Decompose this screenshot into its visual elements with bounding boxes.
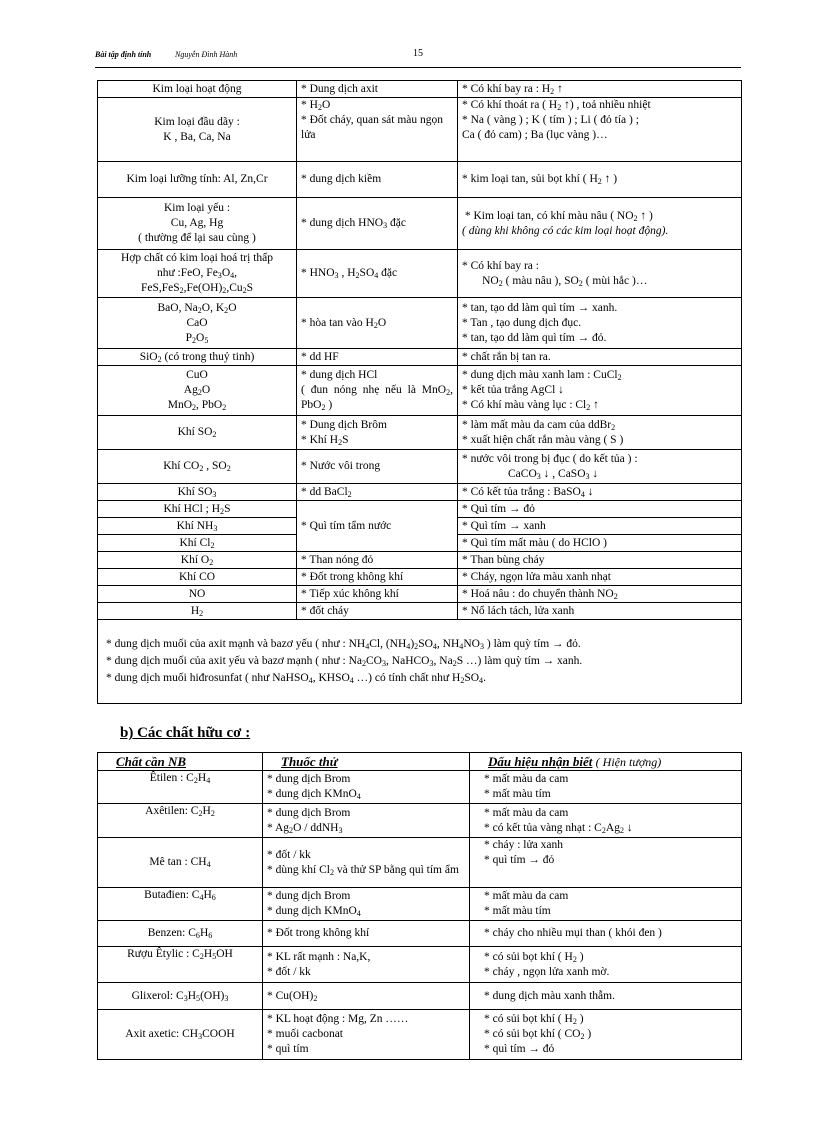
reagent-cell: * Nước vôi trong <box>297 450 458 484</box>
sign-cell: * Hoá nâu : do chuyển thành $NO_2$ <box>458 586 742 603</box>
reagent-cell: * dd BaCl$_2$ <box>297 484 458 501</box>
reagent-cell: * dung dịch Brom * dung dịch KMnO$_4$ <box>263 771 470 804</box>
table-row <box>98 804 742 838</box>
sign-cell: * Quì tím → xanh <box>458 518 742 535</box>
sign-cell: * có sủi bọt khí ( $H_2$ ) * có sủi bọt khí ( $CO_2$ ) * quì tím → đỏ <box>470 1010 742 1060</box>
substance-cell: Khí $SO_3$ <box>98 484 297 501</box>
sign-cell: * Kim loại tan, có khí màu nâu ( $NO_2$ ↑ ) ( dùng khi không có các kim loại hoạt động). <box>458 198 742 250</box>
substance-cell: Kim loại hoạt động <box>98 81 297 98</box>
author-name: Nguyễn Đình Hành <box>175 50 238 59</box>
header-substance: Chất cần NB <box>98 753 263 771</box>
table-row <box>98 484 742 501</box>
substance-cell: Axit axetic: $CH_3COOH$ <box>98 1010 263 1060</box>
table-row <box>98 888 742 921</box>
reagent-cell: * dung dịch $HNO_3$ đặc <box>297 198 458 250</box>
organic-table <box>97 752 742 1060</box>
table-row <box>98 162 742 198</box>
substance-cell: Khí $O_2$ <box>98 552 297 569</box>
table-row <box>98 450 742 484</box>
substance-cell: CuO $Ag_2O$ MnO$_2$, PbO$_2$ <box>98 366 297 416</box>
table-row <box>98 250 742 298</box>
reagent-cell: * dung dịch kiềm <box>297 162 458 198</box>
inorganic-table <box>97 80 742 704</box>
table-row <box>98 603 742 620</box>
reagent-cell: * Đốt trong không khí <box>263 921 470 947</box>
salt-notes <box>98 620 742 704</box>
substance-cell: Khí $NH_3$ <box>98 518 297 535</box>
reagent-cell: * $H_2O$ * Đốt cháy, quan sát màu ngọn lửa <box>297 98 458 162</box>
table-row <box>98 838 742 888</box>
sign-cell: * dung dịch màu xanh thẫm. <box>470 983 742 1010</box>
table-row <box>98 501 742 518</box>
reagent-cell: * Dung dịch Brôm * Khí $H_2S$ <box>297 416 458 450</box>
sign-cell: * cháy : lửa xanh * quì tím → đỏ <box>470 838 742 888</box>
reagent-cell: * dung dịch Brom * $Ag_2O$ / ddNH$_3$ <box>263 804 470 838</box>
reagent-cell: * dd HF <box>297 349 458 366</box>
substance-cell: Khí $SO_2$ <box>98 416 297 450</box>
reagent-cell: * dung dịch HCl ( đun nóng nhẹ nếu là MnO$_2$, PbO$_2$ ) <box>297 366 458 416</box>
salt-notes-row <box>98 620 742 704</box>
reagent-cell: * Than nóng đỏ <box>297 552 458 569</box>
table-row <box>98 416 742 450</box>
header-sign: Dấu hiệu nhận biết ( Hiện tượng) <box>470 753 742 771</box>
sign-cell: * nước vôi trong bị đục ( do kết tủa ) : CaCO$_3$ ↓ , CaSO$_3$ ↓ <box>458 450 742 484</box>
substance-cell: Glixerol: $C_3H_5(OH)_3$ <box>98 983 263 1010</box>
table-row <box>98 349 742 366</box>
substance-cell: Êtilen : $C_2H_4$ <box>98 771 263 804</box>
reagent-cell: * Tiếp xúc không khí <box>297 586 458 603</box>
table-row <box>98 921 742 947</box>
sign-cell: * Có khí bay ra : $NO_2$ ( màu nâu ), $SO_2$ ( mùi hắc )… <box>458 250 742 298</box>
reagent-cell: * KL rất mạnh : Na,K, * đốt / kk <box>263 947 470 983</box>
salt-note: * dung dịch muối của axit yếu và bazơ mạnh ( như : $Na_2CO_3$, NaHCO$_3$, $Na_2S$ …) làm quỳ tím → xanh. <box>106 655 583 668</box>
table-row <box>98 1010 742 1060</box>
inorganic-table-body <box>98 81 742 704</box>
sign-cell: * mất màu da cam * có kết tủa vàng nhạt : $C_2Ag_2$ ↓ <box>470 804 742 838</box>
table-row <box>98 81 742 98</box>
substance-cell: Kim loại yếu : Cu, Ag, Hg ( thường để lại sau cùng ) <box>98 198 297 250</box>
table-row <box>98 366 742 416</box>
table-row <box>98 569 742 586</box>
substance-cell: Kim loại đầu dãy : K , Ba, Ca, Na <box>98 98 297 162</box>
sign-cell: * có sủi bọt khí ( $H_2$ ) * cháy , ngọn lửa xanh mờ. <box>470 947 742 983</box>
table-row <box>98 98 742 162</box>
reagent-cell: * dung dịch Brom * dung dịch KMnO$_4$ <box>263 888 470 921</box>
page-header <box>95 48 741 62</box>
sign-cell: * Than bùng cháy <box>458 552 742 569</box>
organic-section-title: b) Các chất hữu cơ : <box>120 725 251 741</box>
reagent-cell: * Quì tím tẩm nước <box>297 501 458 552</box>
table-row <box>98 771 742 804</box>
table-row <box>98 586 742 603</box>
reagent-cell: * hòa tan vào $H_2O$ <box>297 298 458 349</box>
sign-cell: * tan, tạo dd làm quì tím → xanh. * Tan , tạo dung dịch đục. * tan, tạo dd làm quì tím → đỏ. <box>458 298 742 349</box>
book-title: Bài tập định tính <box>95 50 152 59</box>
organic-header-row <box>98 753 742 771</box>
substance-cell: Kim loại lưỡng tính: Al, Zn,Cr <box>98 162 297 198</box>
sign-cell: * mất màu da cam * mất màu tím <box>470 771 742 804</box>
substance-cell: NO <box>98 586 297 603</box>
table-row <box>98 983 742 1010</box>
substance-cell: Mê tan : $CH_4$ <box>98 838 263 888</box>
sign-cell: * Có kết tủa trắng : BaSO$_4$ ↓ <box>458 484 742 501</box>
table-row <box>98 198 742 250</box>
reagent-cell: * Dung dịch axit <box>297 81 458 98</box>
sign-cell: * Nổ lách tách, lửa xanh <box>458 603 742 620</box>
substance-cell: Khí CO <box>98 569 297 586</box>
page-number: 15 <box>413 48 423 59</box>
sign-cell: * làm mất màu da cam của ddBr$_2$ * xuất hiện chất rắn màu vàng ( S ) <box>458 416 742 450</box>
sign-cell: * mất màu da cam * mất màu tím <box>470 888 742 921</box>
reagent-cell: * $HNO_3$ , $H_2SO_4$ đặc <box>297 250 458 298</box>
sign-cell: * cháy cho nhiều mụi than ( khói đen ) <box>470 921 742 947</box>
reagent-cell: * $Cu(OH)_2$ <box>263 983 470 1010</box>
substance-cell: Khí $CO_2$ , $SO_2$ <box>98 450 297 484</box>
reagent-cell: * đốt cháy <box>297 603 458 620</box>
substance-cell: BaO, $Na_2O$, $K_2O$ CaO $P_2O_5$ <box>98 298 297 349</box>
sign-cell: * Có khí thoát ra ( $H_2$ ↑) , toả nhiều nhiệt * Na ( vàng ) ; K ( tím ) ; Li ( đỏ tía ) ; Ca ( đỏ cam) ; Ba (lục vàng )… <box>458 98 742 162</box>
substance-cell: Butađien: $C_4H_6$ <box>98 888 263 921</box>
salt-note: * dung dịch muối hiđrosunfat ( như NaHSO$_4$, $KHSO_4$ …) có tính chất như $H_2SO_4$. <box>106 672 486 685</box>
table-row <box>98 947 742 983</box>
sign-cell: * Quì tím → đỏ <box>458 501 742 518</box>
substance-cell: Hợp chất có kim loại hoá trị thấp như :FeO, $Fe_3O_4$, $FeS,FeS_2,Fe(OH)_2,Cu_2S$ <box>98 250 297 298</box>
organic-table-body <box>98 771 742 1060</box>
reagent-cell: * Đốt trong không khí <box>297 569 458 586</box>
sign-cell: * chất rắn bị tan ra. <box>458 349 742 366</box>
header-divider <box>95 67 741 68</box>
reagent-cell: * KL hoạt động : Mg, Zn …… * muối cacbonat * quì tím <box>263 1010 470 1060</box>
salt-note: * dung dịch muối của axit mạnh và bazơ yếu ( như : $NH_4Cl$, $(NH_4)_2SO_4$, $NH_4NO_3$ ) làm quỳ tím → đỏ. <box>106 638 581 651</box>
sign-cell: * dung dịch màu xanh lam : CuCl$_2$ * kết tủa trắng AgCl ↓ * Có khí màu vàng lục : $Cl_2$ ↑ <box>458 366 742 416</box>
sign-cell: * Quì tím mất màu ( do HClO ) <box>458 535 742 552</box>
substance-cell: $H_2$ <box>98 603 297 620</box>
substance-cell: Axêtilen: $C_2H_2$ <box>98 804 263 838</box>
substance-cell: Khí $Cl_2$ <box>98 535 297 552</box>
header-reagent: Thuốc thử <box>263 753 470 771</box>
table-row <box>98 552 742 569</box>
sign-cell: * Cháy, ngọn lửa màu xanh nhạt <box>458 569 742 586</box>
substance-cell: SiO$_2$ (có trong thuỷ tinh) <box>98 349 297 366</box>
substance-cell: Khí HCl ; $H_2S$ <box>98 501 297 518</box>
reagent-cell: * đốt / kk * dùng khí $Cl_2$ và thử SP bằng quì tím ẩm <box>263 838 470 888</box>
substance-cell: Rượu Êtylic : $C_2H_5OH$ <box>98 947 263 983</box>
sign-cell: * kim loại tan, sủi bọt khí ( $H_2$ ↑ ) <box>458 162 742 198</box>
sign-cell: * Có khí bay ra : $H_2$ ↑ <box>458 81 742 98</box>
table-row <box>98 298 742 349</box>
substance-cell: Benzen: $C_6H_6$ <box>98 921 263 947</box>
